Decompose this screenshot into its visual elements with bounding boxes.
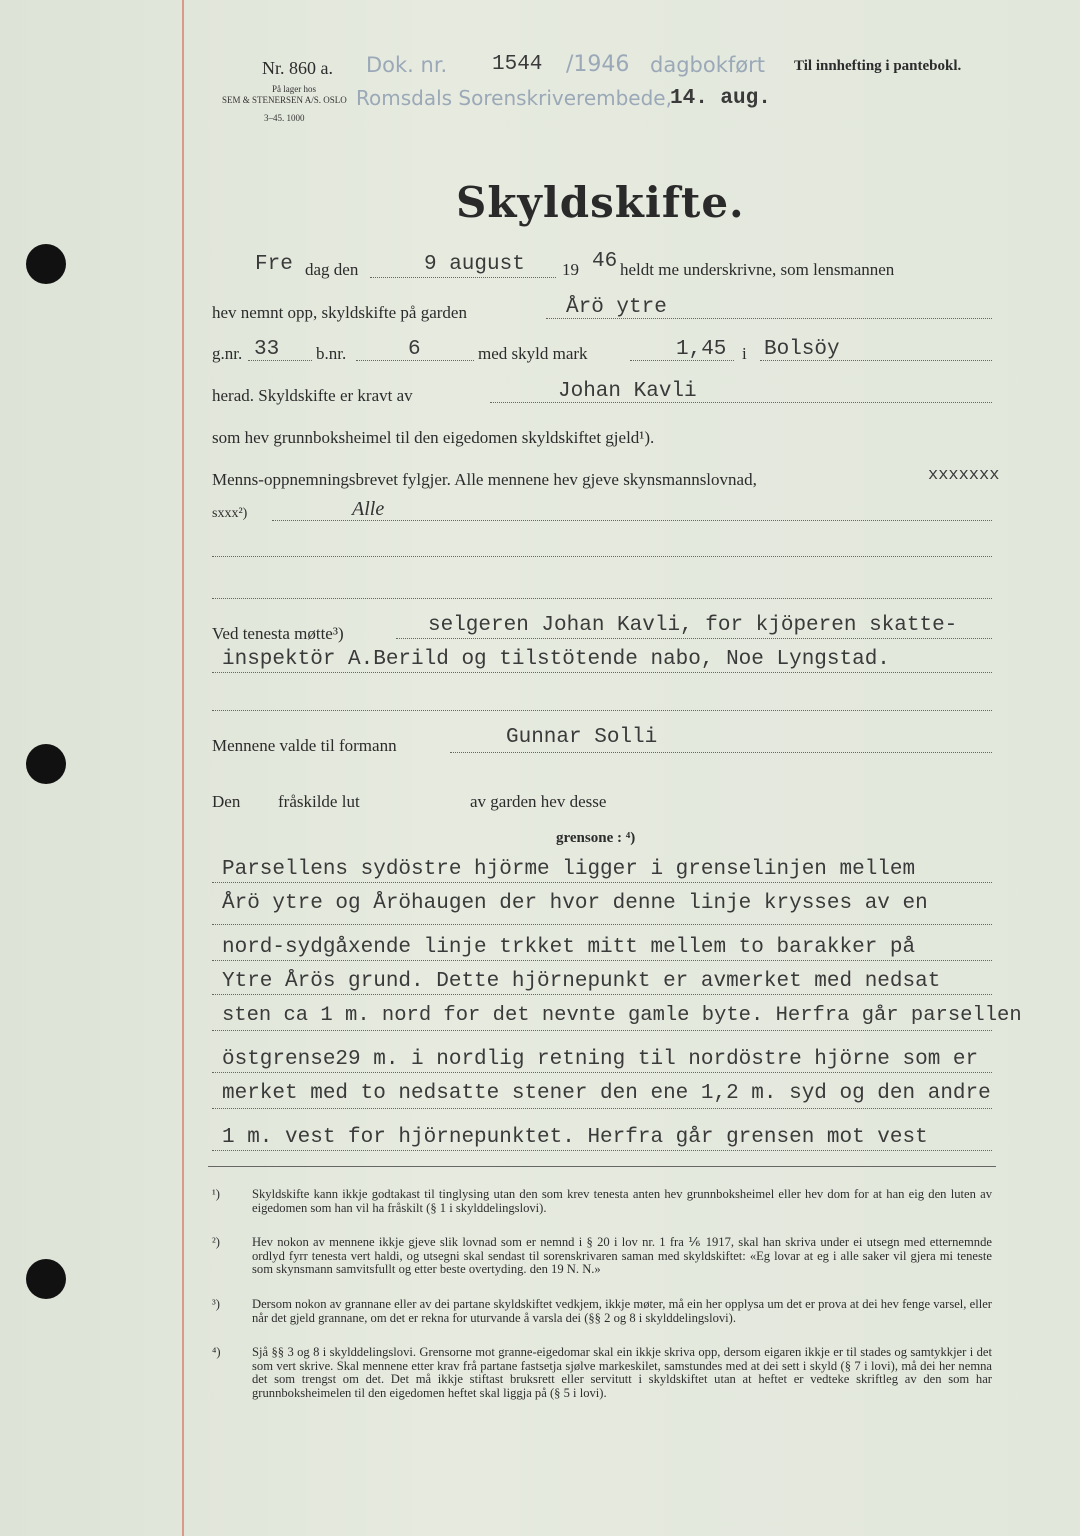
i-label: i (742, 344, 747, 363)
bnr-value: 6 (408, 338, 421, 361)
document-title: Skyldskifte. (456, 178, 745, 227)
dok-number: 1544 (492, 53, 543, 76)
date-typed: 14. aug. (670, 87, 771, 110)
printer-line: 3–45. 1000 (264, 113, 305, 123)
skyld-value: 1,45 (676, 338, 727, 361)
den-label: Den (212, 792, 241, 811)
boundary-line: Årö ytre og Åröhaugen der hvor denne linje krysses av en (222, 892, 928, 915)
kravt-av-value: Johan Kavli (558, 380, 697, 403)
menns-text: Menns-oppnemningsbrevet fylgjer. Alle mennene hev gjeve skynsmannslovnad, (212, 470, 757, 489)
footnote (212, 1298, 992, 1325)
boundary-line: 1 m. vest for hjörnepunktet. Herfra går grensen mot vest (222, 1126, 928, 1149)
punch-hole (26, 744, 66, 784)
footnote-number: ⁴) (212, 1345, 221, 1359)
stamp-dok-label: Dok. nr. (366, 53, 448, 77)
struck-text: xxxxxxx (928, 466, 1000, 485)
weekday: Fre (255, 253, 293, 276)
footnote-number: ³) (212, 1297, 220, 1311)
stamp-dagbokfort: dagbokført (650, 53, 765, 77)
ved-line2: inspektör A.Berild og tilstötende nabo, Noe Lyngstad. (222, 648, 890, 671)
dag-den-label: dag den (305, 260, 359, 279)
footnote-divider (208, 1166, 996, 1167)
formann-label: Mennene valde til formann (212, 736, 397, 755)
boundary-line: nord-sydgåxende linje trkket mitt mellem to barakker på (222, 936, 916, 959)
footnote (212, 1236, 992, 1277)
footnote-text: Skyldskifte kann ikkje godtakast til tinglysing utan den som krev tenesta anten hev grunnboksheimel eller hev dom for at han eig den luten av eigedomen som han vil ha fråskilt (§ 1 i skylddelingslovi). (252, 1187, 992, 1215)
ved-label: Ved tenesta møtte³) (212, 624, 344, 643)
stamp-embete: Romsdals Sorenskriverembede, (356, 86, 672, 110)
margin-rule (182, 0, 184, 1536)
printer-line: På lager hos (272, 84, 316, 94)
innhefting-label: Til innhefting i pantebokl. (794, 58, 962, 74)
form-number: Nr. 860 a. (262, 58, 333, 78)
year-suffix: 46 (592, 250, 618, 273)
footnote-text: Sjå §§ 3 og 8 i skylddelingslovi. Grensorne mot granne-eigedomar skal ein ikkje skriva opp, dersom eigaren ikkje er til stades og samtykkjer i det som vert skrive. Skal mennene etter krav frå partane fastsetja sjølve markeskilet, samstundes med at dei sett i skyld (§ 7 i lovi), må dei her nemna det som trengst om det. Det må ikkje stiftast bruksrett eller servitutt i skyldskiftet utan at heftet er vedteke skriftleg av den som har grunnboksheimelen til den eigedomen heftet skal liggja på (§ 5 i lovi). (252, 1345, 992, 1400)
date-value: 9 august (424, 253, 525, 276)
footnote-number: ¹) (212, 1187, 220, 1201)
farm-name: Årö ytre (566, 296, 667, 319)
herad-name: Bolsöy (764, 338, 840, 361)
grensone-label: grensone : ⁴) (556, 830, 636, 846)
line2-text: hev nemnt opp, skyldskifte på garden (212, 303, 467, 322)
signature-alle: Alle (352, 498, 385, 520)
footnote-text: Hev nokon av mennene ikkje gjeve slik lovnad som er nemnd i § 20 i lov nr. 1 fra ⅙ 1917, skal han skriva under ei utsegn med etternemnde ordlyd fyrr tenesta vert haldi, og utsegni skal sendast til sorenskrivaren saman med skyldskiftet: «Eg lovar at eg i alle saker vil gjera mi teneste som skynsmann samvitsfullt og etter beste overtyding. den 19 N. N.» (252, 1235, 992, 1277)
printer-line: SEM & STENERSEN A/S. OSLO (222, 95, 347, 105)
boundary-line: östgrense29 m. i nordlig retning til nordöstre hjörne som er (222, 1048, 979, 1071)
boundary-line: Parsellens sydöstre hjörme ligger i grenselinjen mellem (222, 858, 916, 881)
punch-hole (26, 1259, 66, 1299)
boundary-line: Ytre Årös grund. Dette hjörnepunkt er avmerket med nedsat (222, 970, 941, 993)
stamp-year: /1946 (566, 52, 630, 77)
year-prefix: 19 (562, 260, 579, 279)
grunnbok-text: som hev grunnboksheimel til den eigedomen skyldskiftet gjeld¹). (212, 428, 655, 447)
footnote (212, 1346, 992, 1400)
footnote-text: Dersom nokon av grannane eller av dei partane skyldskiftet vedkjem, ikkje møter, må ein her opplysa um det er prova at dei hev fenge varsel, eller når det gjeld grannane, om det er rekna for uturvande å varsla dei (§§ 2 og 8 i skylddelingslovi). (252, 1297, 992, 1325)
ved-line1: selgeren Johan Kavli, for kjöperen skatte- (428, 614, 958, 637)
punch-hole (26, 244, 66, 284)
heldt-text: heldt me underskrivne, som lensmannen (620, 260, 895, 279)
sxx-label: sxxx²) (212, 506, 248, 521)
gnr-value: 33 (254, 338, 280, 361)
gnr-label: g.nr. (212, 344, 243, 363)
herad-text: herad. Skyldskifte er kravt av (212, 386, 413, 405)
fraskilde-label: fråskilde lut (278, 792, 360, 811)
boundary-line: sten ca 1 m. nord for det nevnte gamle byte. Herfra går parsellen (222, 1004, 1022, 1027)
skyld-label: med skyld mark (478, 344, 588, 363)
boundary-line: merket med to nedsatte stener den ene 1,2 m. syd og den andre (222, 1082, 991, 1105)
bnr-label: b.nr. (316, 344, 347, 363)
footnote (212, 1188, 992, 1215)
footnote-number: ²) (212, 1235, 220, 1249)
formann-value: Gunnar Solli (506, 726, 658, 749)
av-garden-label: av garden hev desse (470, 792, 607, 811)
